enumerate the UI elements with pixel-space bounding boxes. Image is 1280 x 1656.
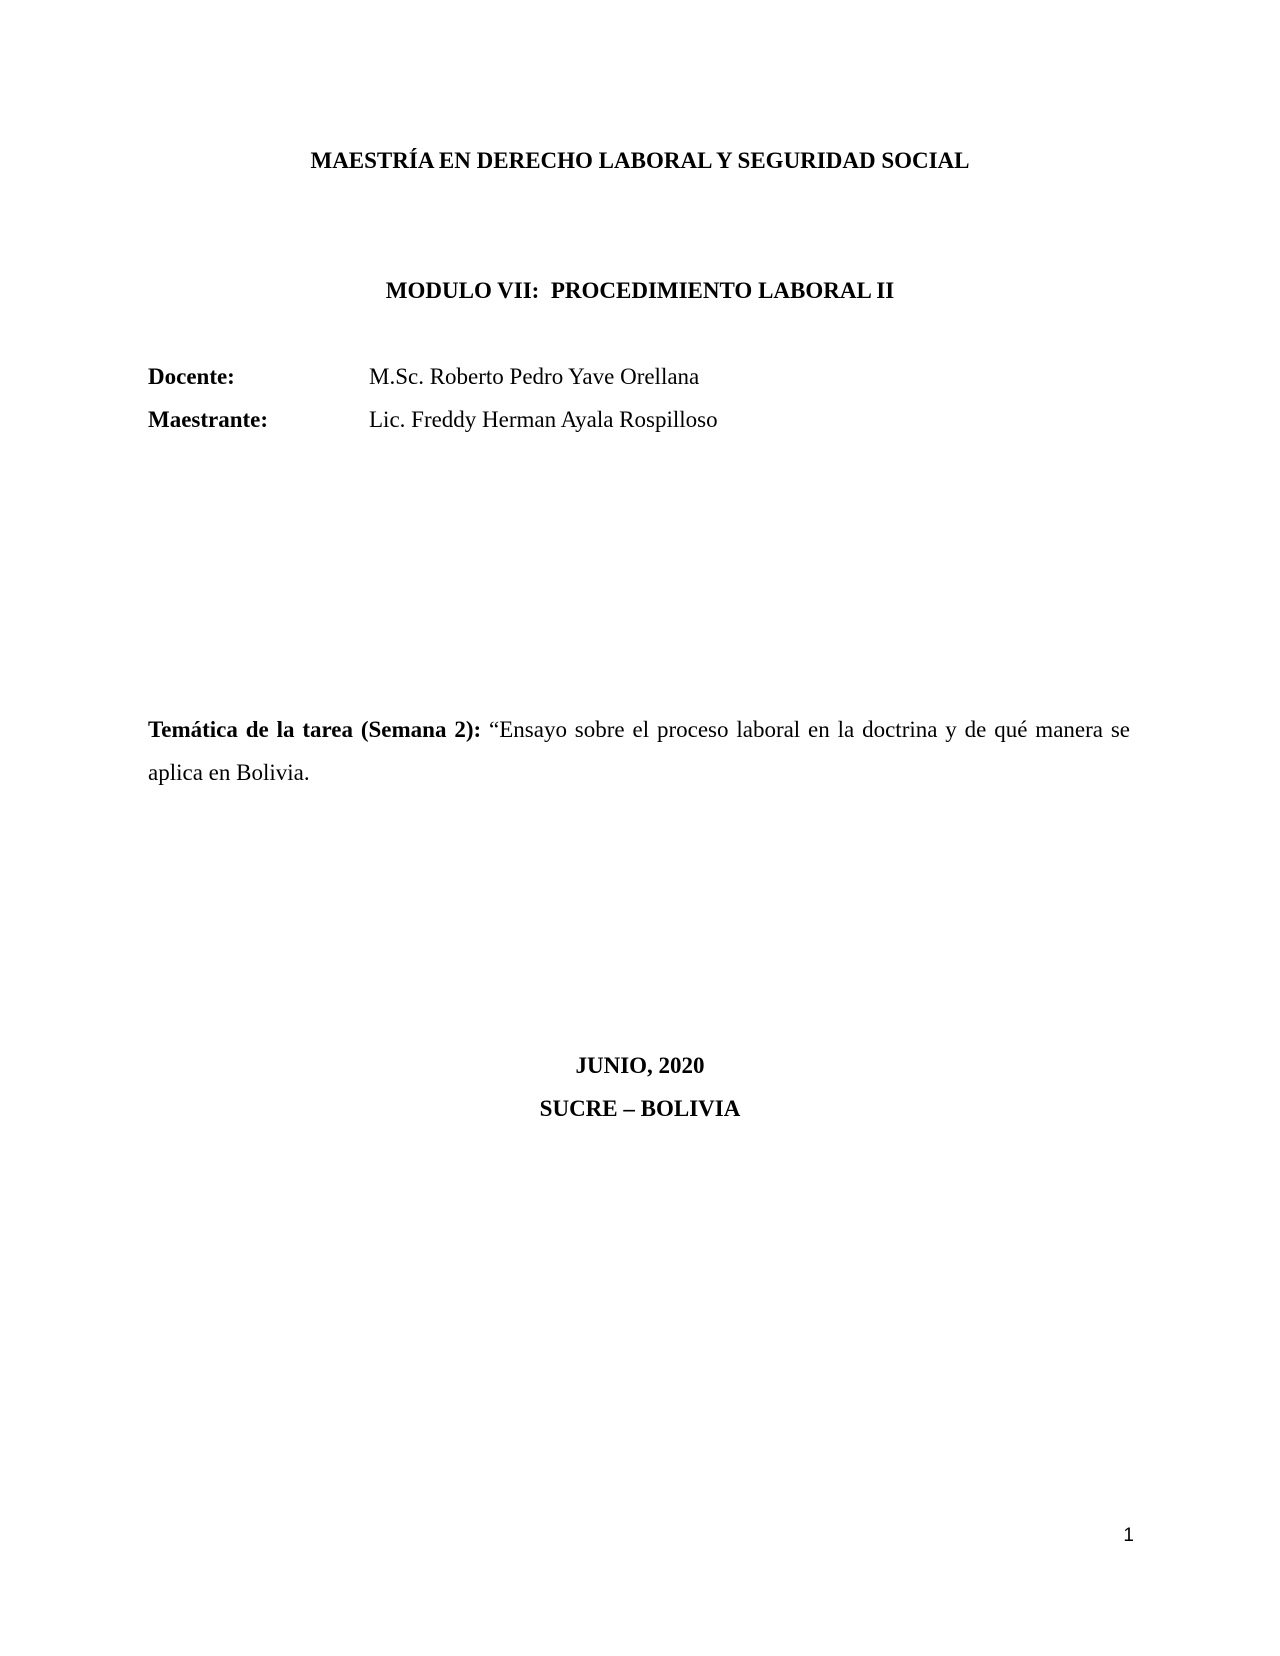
topic-label: Temática de la tarea (Semana 2): [148,717,482,742]
topic-text: “Ensayo sobre el proceso laboral en la doctrina y de qué manera se aplica en Bolivia. [148,717,1131,785]
module-heading: MODULO VII: PROCEDIMIENTO LABORAL II [385,278,895,303]
page-number: 1 [1123,1525,1134,1546]
document-title: MAESTRÍA EN DERECHO LABORAL Y SEGURIDAD SOCIAL [310,148,970,173]
maestrante-value: Lic. Freddy Herman Ayala Rospilloso [369,407,718,432]
document-place: SUCRE – BOLIVIA [539,1096,741,1121]
document-date: JUNIO, 2020 [575,1053,705,1078]
docente-label: Docente: [148,364,235,389]
maestrante-row [148,407,718,433]
docente-row [148,364,699,390]
topic-paragraph [148,708,1130,794]
maestrante-label: Maestrante: [148,407,269,432]
docente-value: M.Sc. Roberto Pedro Yave Orellana [369,364,700,389]
